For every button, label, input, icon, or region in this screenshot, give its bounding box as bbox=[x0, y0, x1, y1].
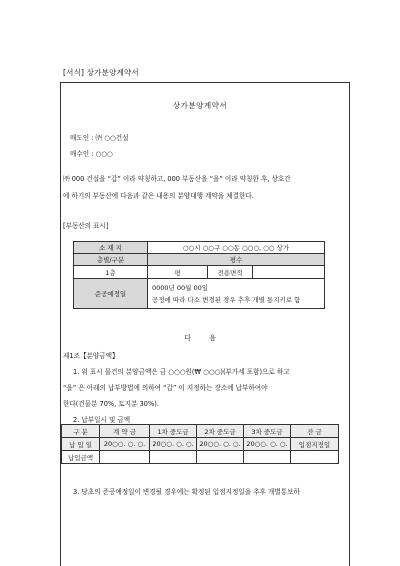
table-row bbox=[62, 425, 339, 438]
intro-line-2: 에 하기의 부동산에 다음과 같은 내용의 분양대행 계약을 체결한다. bbox=[63, 192, 254, 200]
area-value: 평 bbox=[148, 266, 208, 279]
table-row bbox=[62, 438, 339, 451]
exclusive-area-label: 전용면적 bbox=[208, 266, 253, 279]
interim-3-date: 20○○. ○. ○. bbox=[244, 438, 291, 451]
article-1-para-line-2: “을” 은 아래의 납부방법에 의하여 “갑” 이 지정하는 장소에 납부하여야 bbox=[63, 384, 268, 392]
payment-amount-label: 납입금액 bbox=[62, 451, 100, 464]
interim-3-amount bbox=[244, 451, 291, 464]
completion-date: 0000년 00월 00일 bbox=[152, 283, 209, 292]
payment-date-label: 납 입 일 bbox=[62, 438, 100, 451]
header-interim-3: 3차 중도금 bbox=[244, 425, 291, 438]
payment-schedule-heading: 2. 납부일시 및 금액 bbox=[73, 416, 131, 424]
terms-heading: 다 음 bbox=[184, 334, 224, 342]
exclusive-area-value bbox=[253, 266, 325, 279]
payment-table bbox=[61, 424, 339, 464]
buyer-line: 매수인 : ○○○ bbox=[70, 150, 113, 158]
location-value: ○○시 ○○구 ○○동 ○○○, ○○ 상가 bbox=[148, 242, 325, 254]
document-title: 상가분양계약서 bbox=[172, 101, 228, 110]
table-row bbox=[74, 254, 325, 266]
floor-value: 1층 bbox=[74, 266, 148, 279]
interim-1-amount bbox=[150, 451, 197, 464]
header-interim-2: 2차 중도금 bbox=[197, 425, 244, 438]
item-3-line: 3. 당초의 준공예정일이 변경될 경우에는 확정된 입점지정일을 추후 개별통보하 bbox=[73, 488, 300, 496]
floor-label: 층별/구분 bbox=[74, 254, 148, 266]
completion-label: 준공예정일 bbox=[74, 279, 148, 309]
article-1-para-line-3: 한다(건물분 70%, 토지분 30%). bbox=[63, 400, 159, 408]
intro-line-1: ㈜ 000 건설을 “갑” 이라 약칭하고, 000 부동산을 “을” 이라 약칭한 후, 상호간 bbox=[63, 175, 291, 183]
balance-amount bbox=[291, 451, 339, 464]
location-label: 소 재 지 bbox=[74, 242, 148, 254]
property-table bbox=[73, 241, 325, 309]
table-row bbox=[74, 279, 325, 309]
deposit-date: 20○○. ○. ○. bbox=[100, 438, 150, 451]
table-row bbox=[74, 242, 325, 254]
table-row bbox=[62, 451, 339, 464]
header-balance: 잔 금 bbox=[291, 425, 339, 438]
article-1-heading: 제1조【분양금액】 bbox=[63, 352, 119, 360]
interim-2-amount bbox=[197, 451, 244, 464]
deposit-amount bbox=[100, 451, 150, 464]
table-row bbox=[74, 266, 325, 279]
header-interim-1: 1차 중도금 bbox=[150, 425, 197, 438]
seller-line: 매도인 : ㈜ ○○건설 bbox=[70, 134, 129, 142]
completion-value bbox=[148, 279, 325, 309]
property-section-label: [부동산의 표시] bbox=[63, 222, 109, 230]
form-label: [서식] 상가분양계약서 bbox=[63, 68, 139, 77]
area-label: 평수 bbox=[148, 254, 325, 266]
article-1-para-line-1: 1. 위 표시 물건의 분양금액은 금 ○○○원(₩ ○○○)(부가세 포함)으로 하고 bbox=[73, 368, 290, 376]
completion-note: 공정에 따라 다소 변경된 경우 추후 개별 통지키로 함 bbox=[152, 295, 301, 304]
header-deposit: 계 약 금 bbox=[100, 425, 150, 438]
interim-2-date: 20○○. ○. ○. bbox=[197, 438, 244, 451]
interim-1-date: 20○○. ○. ○. bbox=[150, 438, 197, 451]
header-category: 구 분 bbox=[62, 425, 100, 438]
balance-date: 입점지정일 bbox=[291, 438, 339, 451]
